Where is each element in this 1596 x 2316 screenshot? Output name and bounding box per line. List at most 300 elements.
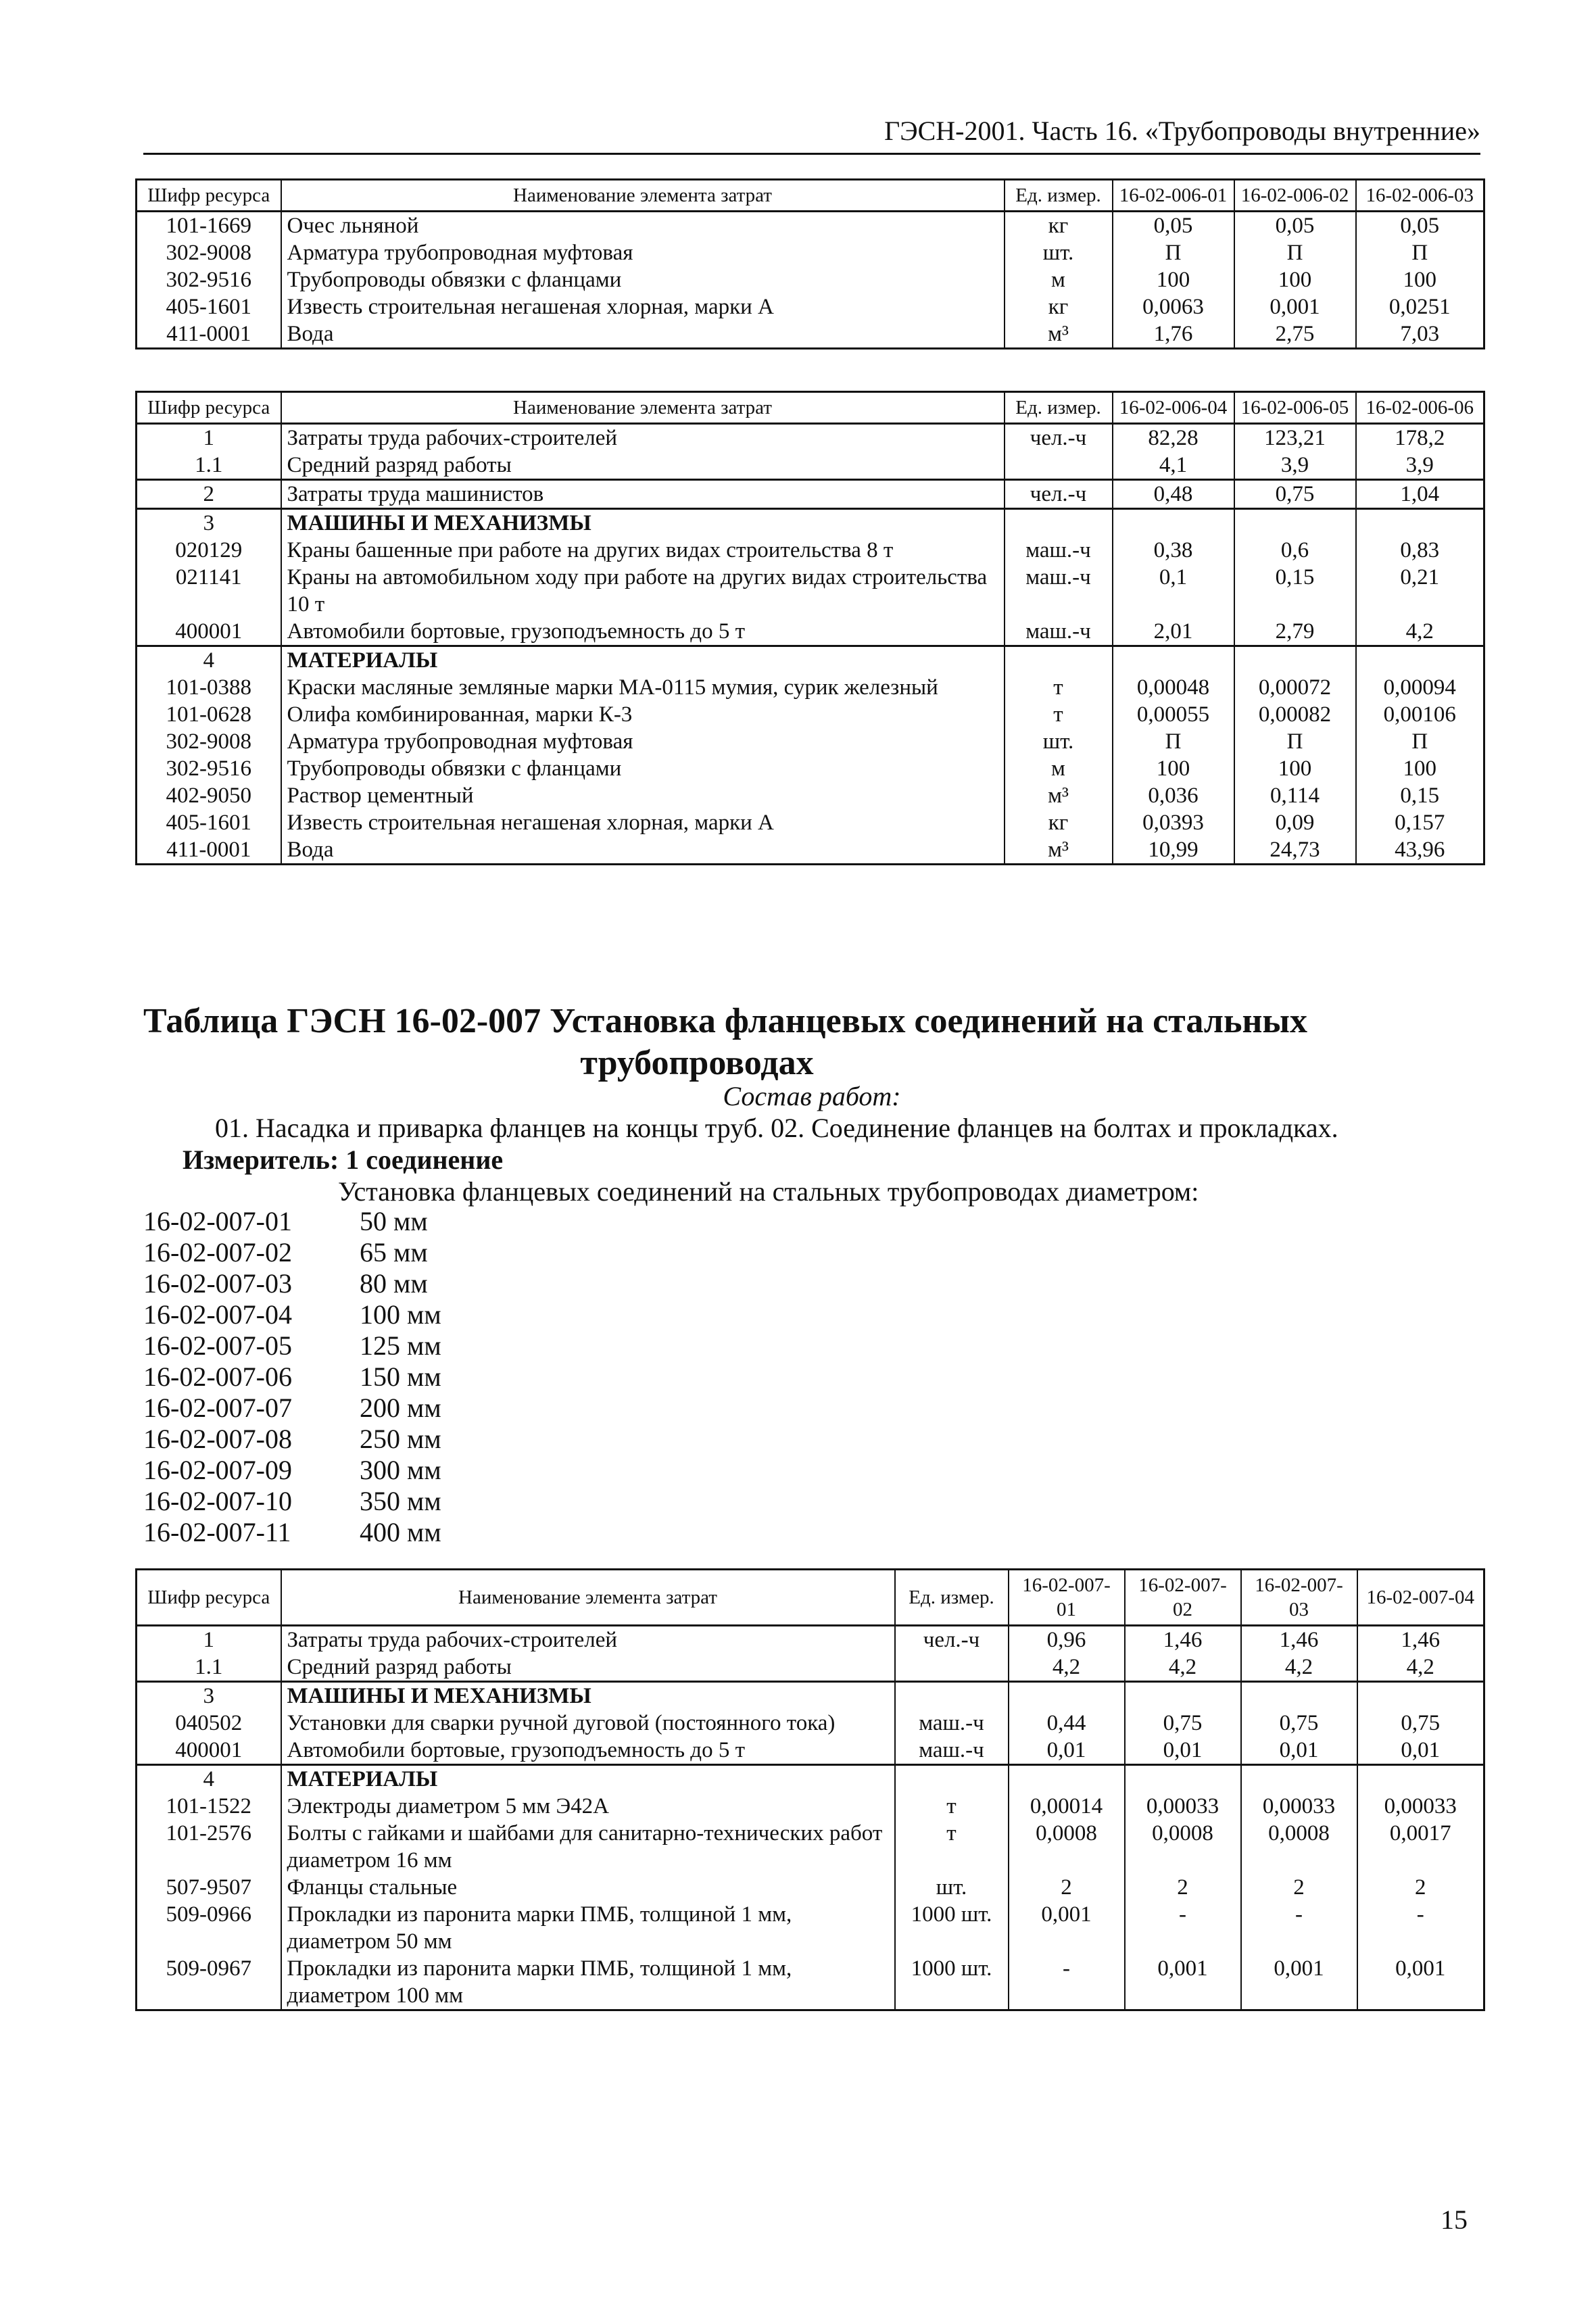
norm-value (1234, 509, 1356, 537)
resource-code: 302-9008 (137, 728, 281, 755)
resource-code: 101-2576 (137, 1820, 281, 1874)
norm-value: 0,0008 (1125, 1820, 1241, 1874)
table-row (137, 1874, 1484, 1901)
unit-of-measure: чел.-ч (1005, 424, 1113, 452)
norm-value: 0,05 (1234, 212, 1356, 240)
norm-value (1241, 1682, 1357, 1710)
norm-value: 0,01 (1241, 1737, 1357, 1765)
table-row (137, 809, 1484, 836)
table-row (137, 293, 1484, 320)
norm-value: 0,1 (1113, 564, 1234, 618)
unit-of-measure: чел.-ч (895, 1626, 1009, 1654)
cost-element-name: Арматура трубопроводная муфтовая (281, 239, 1005, 266)
unit-of-measure (1005, 646, 1113, 675)
cost-element-name: Краны башенные при работе на других видах строительства 8 т (281, 537, 1005, 564)
diameter-intro: Установка фланцевых соединений на стальных трубопроводах диаметром: (338, 1176, 1199, 1207)
cost-element-name: Затраты труда рабочих-строителей (281, 1626, 895, 1654)
diameter-size: 400 мм (360, 1517, 441, 1547)
section-title-line-1: Таблица ГЭСН 16-02-007 Установка фланцевых соединений на стальных (143, 1002, 1308, 1040)
norm-value: 0,15 (1356, 782, 1484, 809)
norm-value: 1,46 (1125, 1626, 1241, 1654)
norm-value: 0,0017 (1357, 1820, 1484, 1874)
table-row (137, 1654, 1484, 1682)
table-row (137, 1626, 1484, 1654)
norm-value: 4,1 (1113, 452, 1234, 480)
norm-value: 0,00033 (1357, 1793, 1484, 1820)
table-row (137, 1820, 1484, 1874)
norm-value: 2,75 (1234, 320, 1356, 349)
norm-value: - (1125, 1901, 1241, 1955)
list-item (143, 1393, 441, 1424)
unit-of-measure: шт. (1005, 728, 1113, 755)
unit-of-measure (895, 1654, 1009, 1682)
cost-element-name: Олифа комбинированная, марки К-3 (281, 701, 1005, 728)
resource-code: 4 (137, 1765, 281, 1793)
unit-of-measure: м³ (1005, 836, 1113, 865)
list-item (143, 1299, 441, 1330)
cost-element-name: Затраты труда рабочих-строителей (281, 424, 1005, 452)
norm-value (1009, 1682, 1125, 1710)
cost-element-name: Арматура трубопроводная муфтовая (281, 728, 1005, 755)
unit-of-measure: т (895, 1820, 1009, 1874)
cost-element-name: Краски масляные земляные марки МА-0115 мумия, сурик железный (281, 674, 1005, 701)
norm-value: 0,0393 (1113, 809, 1234, 836)
norm-value: 0,001 (1125, 1955, 1241, 2010)
list-item (143, 1330, 441, 1361)
unit-of-measure: т (895, 1793, 1009, 1820)
resource-code: 021141 (137, 564, 281, 618)
cost-element-name: Известь строительная негашеная хлорная, марки А (281, 293, 1005, 320)
norm-value: 2 (1241, 1874, 1357, 1901)
norm-value: 0,00055 (1113, 701, 1234, 728)
norm-value (1125, 1682, 1241, 1710)
unit-of-measure: маш.-ч (1005, 618, 1113, 646)
norm-code: 16-02-007-06 (143, 1361, 292, 1392)
norm-value: 3,9 (1356, 452, 1484, 480)
column-header: Ед. измер. (895, 1570, 1009, 1626)
norm-value: 0,75 (1241, 1710, 1357, 1737)
resource-code: 411-0001 (137, 836, 281, 865)
norm-value: П (1234, 239, 1356, 266)
table-row (137, 1765, 1484, 1793)
norm-value: 0,09 (1234, 809, 1356, 836)
norm-value: 0,00106 (1356, 701, 1484, 728)
norm-value: П (1113, 728, 1234, 755)
diameter-list (143, 1206, 441, 1548)
norm-value: 1,46 (1241, 1626, 1357, 1654)
norm-value: 0,48 (1113, 480, 1234, 509)
diameter-size: 200 мм (360, 1393, 441, 1423)
cost-element-name: Электроды диаметром 5 мм Э42А (281, 1793, 895, 1820)
norm-value: 0,75 (1125, 1710, 1241, 1737)
unit-of-measure: маш.-ч (895, 1710, 1009, 1737)
unit-of-measure: 1000 шт. (895, 1955, 1009, 2010)
unit-of-measure (1005, 452, 1113, 480)
list-item (143, 1361, 441, 1393)
cost-element-name: Автомобили бортовые, грузоподъемность до 5 т (281, 618, 1005, 646)
table-row (137, 266, 1484, 293)
norm-value: 0,38 (1113, 537, 1234, 564)
cost-element-name: Средний разряд работы (281, 452, 1005, 480)
norm-value: 0,21 (1356, 564, 1484, 618)
resource-code: 101-0388 (137, 674, 281, 701)
norm-code: 16-02-007-08 (143, 1424, 292, 1454)
norm-code: 16-02-007-02 (143, 1237, 292, 1268)
column-header: Наименование элемента затрат (281, 180, 1005, 212)
norm-value: 0,0008 (1241, 1820, 1357, 1874)
norm-code: 16-02-007-05 (143, 1330, 292, 1361)
norm-value: 4,2 (1357, 1654, 1484, 1682)
unit-of-measure: шт. (895, 1874, 1009, 1901)
norm-value: 0,01 (1357, 1737, 1484, 1765)
table-row (137, 836, 1484, 865)
diameter-size: 300 мм (360, 1455, 441, 1485)
list-item (143, 1268, 441, 1299)
norm-value: 0,00033 (1125, 1793, 1241, 1820)
cost-element-name: МАШИНЫ И МЕХАНИЗМЫ (281, 509, 1005, 537)
resource-code: 402-9050 (137, 782, 281, 809)
table-row (137, 564, 1484, 618)
norm-value: 0,00082 (1234, 701, 1356, 728)
table-header (137, 1570, 1484, 1626)
cost-element-name: МАШИНЫ И МЕХАНИЗМЫ (281, 1682, 895, 1710)
column-header: Наименование элемента затрат (281, 1570, 895, 1626)
column-header: Ед. измер. (1005, 392, 1113, 424)
norm-value: - (1009, 1955, 1125, 2010)
table-row (137, 1955, 1484, 2010)
norm-value: 100 (1356, 755, 1484, 782)
cost-element-name: Вода (281, 836, 1005, 865)
norm-value: 100 (1356, 266, 1484, 293)
list-item (143, 1455, 441, 1486)
norm-value: 4,2 (1356, 618, 1484, 646)
cost-element-name: Раствор цементный (281, 782, 1005, 809)
cost-element-name: Трубопроводы обвязки с фланцами (281, 266, 1005, 293)
unit-of-measure: т (1005, 674, 1113, 701)
table-row (137, 239, 1484, 266)
norm-value: 0,96 (1009, 1626, 1125, 1654)
column-header: Шифр ресурса (137, 1570, 281, 1626)
norm-value (1356, 509, 1484, 537)
table-row (137, 212, 1484, 240)
resource-code: 2 (137, 480, 281, 509)
column-header: 16-02-006-04 (1113, 392, 1234, 424)
table-header (137, 180, 1484, 212)
resource-code: 509-0966 (137, 1901, 281, 1955)
norm-value: 0,0008 (1009, 1820, 1125, 1874)
norm-value: 0,01 (1125, 1737, 1241, 1765)
column-header: 16-02-007-01 (1009, 1570, 1125, 1626)
norm-value (1241, 1765, 1357, 1793)
resource-code: 101-1669 (137, 212, 281, 240)
norm-value (1125, 1765, 1241, 1793)
resource-code: 400001 (137, 618, 281, 646)
norm-value: 123,21 (1234, 424, 1356, 452)
resource-code: 3 (137, 509, 281, 537)
unit-of-measure: т (1005, 701, 1113, 728)
cost-element-name: Фланцы стальные (281, 1874, 895, 1901)
resource-code: 302-9008 (137, 239, 281, 266)
diameter-size: 100 мм (360, 1299, 441, 1330)
norm-value: 0,75 (1234, 480, 1356, 509)
resource-code: 400001 (137, 1737, 281, 1765)
cost-element-name: Установки для сварки ручной дуговой (постоянного тока) (281, 1710, 895, 1737)
norm-value: 0,036 (1113, 782, 1234, 809)
table-row (137, 1682, 1484, 1710)
norm-value: 0,00033 (1241, 1793, 1357, 1820)
norm-value: П (1113, 239, 1234, 266)
cost-element-name: Краны на автомобильном ходу при работе на других видах строительства 10 т (281, 564, 1005, 618)
column-header: 16-02-006-01 (1113, 180, 1234, 212)
running-header: ГЭСН-2001. Часть 16. «Трубопроводы внутренние» (143, 114, 1480, 155)
diameter-size: 125 мм (360, 1330, 441, 1361)
cost-element-name: Вода (281, 320, 1005, 349)
table-row (137, 509, 1484, 537)
diameter-size: 65 мм (360, 1237, 428, 1268)
table-row (137, 320, 1484, 349)
unit-of-measure (895, 1765, 1009, 1793)
column-header: 16-02-007-04 (1357, 1570, 1484, 1626)
norm-value: 4,2 (1009, 1654, 1125, 1682)
column-header: Шифр ресурса (137, 180, 281, 212)
norm-value: 0,001 (1009, 1901, 1125, 1955)
header-row (137, 1570, 1484, 1626)
norm-value: 10,99 (1113, 836, 1234, 865)
norm-value: 1,04 (1356, 480, 1484, 509)
table-body (137, 1626, 1484, 2010)
norm-value: 1,46 (1357, 1626, 1484, 1654)
list-item (143, 1237, 441, 1268)
norm-value: 0,75 (1357, 1710, 1484, 1737)
norm-value: 0,001 (1241, 1955, 1357, 2010)
table-row (137, 1710, 1484, 1737)
section-title (143, 1000, 1480, 1084)
norm-value: 0,05 (1356, 212, 1484, 240)
resource-table-16-02-006-part2 (135, 391, 1485, 865)
cost-element-name: Затраты труда машинистов (281, 480, 1005, 509)
header-row (137, 180, 1484, 212)
resource-code: 1 (137, 1626, 281, 1654)
norm-value: 100 (1113, 266, 1234, 293)
cost-element-name: Болты с гайками и шайбами для санитарно-технических работ диаметром 16 мм (281, 1820, 895, 1874)
column-header: 16-02-006-03 (1356, 180, 1484, 212)
page-number: 15 (1441, 2204, 1468, 2235)
unit-of-measure (1005, 509, 1113, 537)
resource-table-16-02-006-part1 (135, 178, 1485, 349)
resource-code: 302-9516 (137, 755, 281, 782)
unit-of-measure: маш.-ч (1005, 564, 1113, 618)
norm-value (1357, 1765, 1484, 1793)
cost-element-name: Трубопроводы обвязки с фланцами (281, 755, 1005, 782)
norm-value: 0,83 (1356, 537, 1484, 564)
resource-code: 509-0967 (137, 1955, 281, 2010)
norm-value: 0,6 (1234, 537, 1356, 564)
norm-value: 7,03 (1356, 320, 1484, 349)
norm-value: 100 (1234, 266, 1356, 293)
unit-of-measure: чел.-ч (1005, 480, 1113, 509)
norm-value: 2 (1357, 1874, 1484, 1901)
norm-value: 4,2 (1125, 1654, 1241, 1682)
norm-code: 16-02-007-10 (143, 1486, 292, 1516)
norm-value: 0,00094 (1356, 674, 1484, 701)
norm-value (1009, 1765, 1125, 1793)
diameter-size: 80 мм (360, 1268, 428, 1299)
resource-code: 101-0628 (137, 701, 281, 728)
table-row (137, 480, 1484, 509)
unit-of-measure (895, 1682, 1009, 1710)
cost-element-name: МАТЕРИАЛЫ (281, 646, 1005, 675)
norm-value: 3,9 (1234, 452, 1356, 480)
table-row (137, 782, 1484, 809)
column-header: 16-02-006-05 (1234, 392, 1356, 424)
resource-code: 405-1601 (137, 293, 281, 320)
unit-of-measure: кг (1005, 293, 1113, 320)
column-header: 16-02-006-02 (1234, 180, 1356, 212)
section-title-line-2: трубопроводах (580, 1044, 814, 1082)
norm-value: 2 (1125, 1874, 1241, 1901)
unit-of-measure: маш.-ч (895, 1737, 1009, 1765)
table-row (137, 452, 1484, 480)
cost-element-name: Прокладки из паронита марки ПМБ, толщиной 1 мм, диаметром 100 мм (281, 1955, 895, 2010)
norm-value: 100 (1234, 755, 1356, 782)
resource-code: 4 (137, 646, 281, 675)
table-row (137, 755, 1484, 782)
norm-code: 16-02-007-11 (143, 1517, 291, 1547)
norm-code: 16-02-007-03 (143, 1268, 292, 1299)
diameter-size: 250 мм (360, 1424, 441, 1454)
norm-value: 43,96 (1356, 836, 1484, 865)
norm-value: П (1234, 728, 1356, 755)
resource-code: 507-9507 (137, 1874, 281, 1901)
resource-code: 1.1 (137, 452, 281, 480)
cost-element-name: Прокладки из паронита марки ПМБ, толщиной 1 мм, диаметром 50 мм (281, 1901, 895, 1955)
unit-of-measure: м³ (1005, 320, 1113, 349)
column-header: 16-02-007-03 (1241, 1570, 1357, 1626)
cost-element-name: МАТЕРИАЛЫ (281, 1765, 895, 1793)
unit-of-measure: кг (1005, 212, 1113, 240)
norm-code: 16-02-007-07 (143, 1393, 292, 1423)
resource-code: 101-1522 (137, 1793, 281, 1820)
norm-code: 16-02-007-09 (143, 1455, 292, 1485)
norm-value (1113, 509, 1234, 537)
diameter-size: 150 мм (360, 1361, 441, 1392)
resource-code: 1 (137, 424, 281, 452)
norm-value: 0,00048 (1113, 674, 1234, 701)
norm-value: 0,44 (1009, 1710, 1125, 1737)
table-body (137, 424, 1484, 865)
column-header: Наименование элемента затрат (281, 392, 1005, 424)
measure-unit: Измеритель: 1 соединение (183, 1144, 504, 1175)
list-item (143, 1424, 441, 1455)
norm-value: - (1241, 1901, 1357, 1955)
norm-value: 0,001 (1234, 293, 1356, 320)
table-row (137, 1901, 1484, 1955)
cost-element-name: Известь строительная негашеная хлорная, марки А (281, 809, 1005, 836)
work-composition-text: 01. Насадка и приварка фланцев на концы труб. 02. Соединение фланцев на болтах и прокладках. (215, 1113, 1338, 1143)
norm-value: 0,157 (1356, 809, 1484, 836)
norm-value: 2 (1009, 1874, 1125, 1901)
norm-code: 16-02-007-04 (143, 1299, 292, 1330)
list-item (143, 1517, 441, 1548)
norm-value: 0,001 (1357, 1955, 1484, 2010)
cost-element-name: Автомобили бортовые, грузоподъемность до 5 т (281, 1737, 895, 1765)
norm-value: П (1356, 728, 1484, 755)
unit-of-measure: м (1005, 755, 1113, 782)
column-header: 16-02-007-02 (1125, 1570, 1241, 1626)
cost-element-name: Средний разряд работы (281, 1654, 895, 1682)
norm-value: 0,0251 (1356, 293, 1484, 320)
norm-value: 1,76 (1113, 320, 1234, 349)
column-header: Ед. измер. (1005, 180, 1113, 212)
table-body (137, 212, 1484, 349)
resource-code: 1.1 (137, 1654, 281, 1682)
unit-of-measure: кг (1005, 809, 1113, 836)
table-row (137, 537, 1484, 564)
norm-value: 178,2 (1356, 424, 1484, 452)
table-row (137, 1737, 1484, 1765)
unit-of-measure: м³ (1005, 782, 1113, 809)
resource-code: 020129 (137, 537, 281, 564)
norm-value: 0,0063 (1113, 293, 1234, 320)
header-row (137, 392, 1484, 424)
column-header: 16-02-006-06 (1356, 392, 1484, 424)
norm-value: 0,00014 (1009, 1793, 1125, 1820)
norm-value: П (1356, 239, 1484, 266)
norm-value: 0,114 (1234, 782, 1356, 809)
norm-value (1234, 646, 1356, 675)
list-item (143, 1486, 441, 1517)
unit-of-measure: маш.-ч (1005, 537, 1113, 564)
norm-value: 0,01 (1009, 1737, 1125, 1765)
resource-code: 411-0001 (137, 320, 281, 349)
diameter-size: 50 мм (360, 1206, 428, 1236)
table-row (137, 618, 1484, 646)
norm-value: 0,15 (1234, 564, 1356, 618)
norm-value: 2,79 (1234, 618, 1356, 646)
column-header: Шифр ресурса (137, 392, 281, 424)
norm-code: 16-02-007-01 (143, 1206, 292, 1236)
resource-table-16-02-007 (135, 1568, 1485, 2011)
resource-code: 040502 (137, 1710, 281, 1737)
norm-value: 4,2 (1241, 1654, 1357, 1682)
norm-value: 24,73 (1234, 836, 1356, 865)
norm-value: 2,01 (1113, 618, 1234, 646)
norm-value: 82,28 (1113, 424, 1234, 452)
cost-element-name: Очес льняной (281, 212, 1005, 240)
resource-code: 405-1601 (137, 809, 281, 836)
norm-value (1357, 1682, 1484, 1710)
norm-value: 0,05 (1113, 212, 1234, 240)
resource-code: 3 (137, 1682, 281, 1710)
norm-value (1113, 646, 1234, 675)
diameter-size: 350 мм (360, 1486, 441, 1516)
table-row (137, 701, 1484, 728)
list-item (143, 1206, 441, 1237)
norm-value (1356, 646, 1484, 675)
table-row (137, 1793, 1484, 1820)
work-composition-label: Состав работ: (723, 1081, 901, 1111)
table-header (137, 392, 1484, 424)
unit-of-measure: м (1005, 266, 1113, 293)
table-row (137, 646, 1484, 675)
norm-value: 0,00072 (1234, 674, 1356, 701)
norm-value: - (1357, 1901, 1484, 1955)
table-row (137, 674, 1484, 701)
unit-of-measure: 1000 шт. (895, 1901, 1009, 1955)
norm-value: 100 (1113, 755, 1234, 782)
resource-code: 302-9516 (137, 266, 281, 293)
unit-of-measure: шт. (1005, 239, 1113, 266)
